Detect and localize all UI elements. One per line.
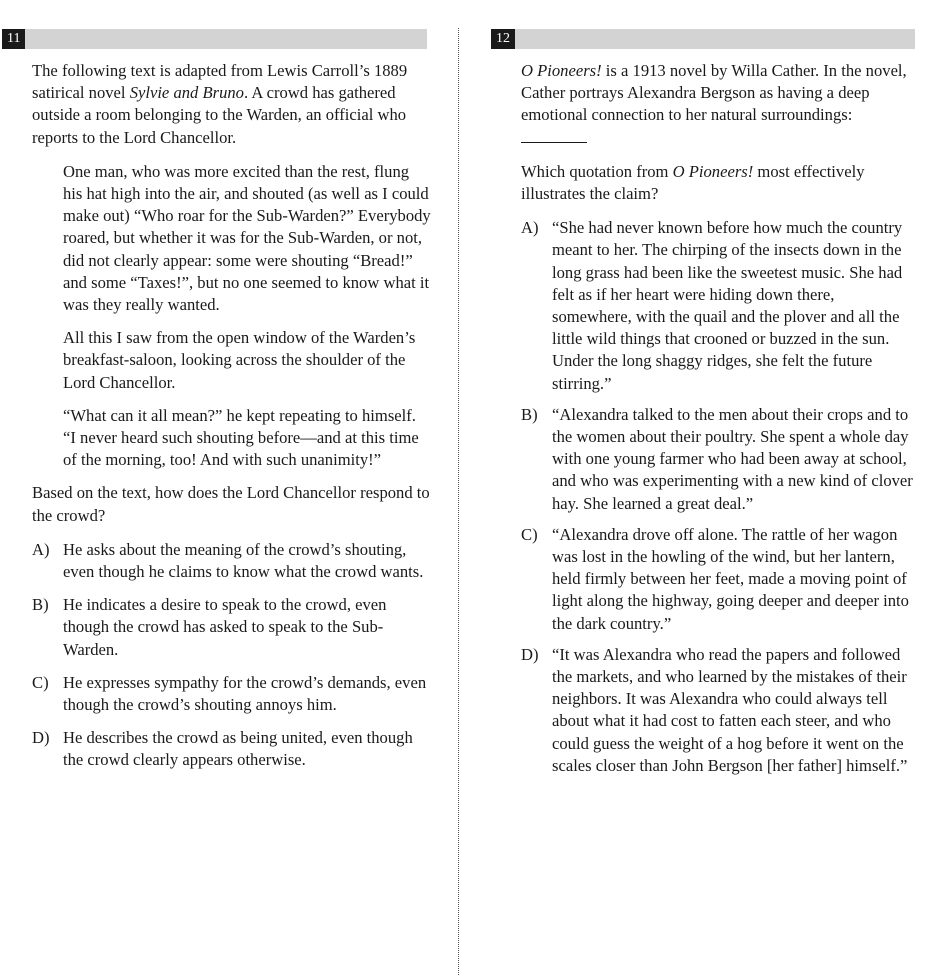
question-12-header-bar	[491, 29, 915, 49]
choice-letter: B)	[32, 595, 49, 615]
choice-text: “Alexandra drove off alone. The rattle of her wagon was lost in the howling of the wind, but her lantern, held firmly between her feet, made a moving point of light along the highway, going deeper and deeper into the dark country.”	[552, 524, 909, 633]
question-11	[32, 60, 432, 783]
choice-letter: C)	[521, 524, 538, 544]
choice-letter: B)	[521, 404, 538, 424]
q12-choice-b[interactable]	[521, 404, 917, 515]
question-number-11: 11	[2, 29, 25, 49]
q12-choice-c[interactable]	[521, 524, 917, 635]
choice-letter: D)	[32, 728, 50, 748]
question-11-header-bar	[2, 29, 427, 49]
choice-letter: A)	[32, 539, 50, 559]
choice-text: “It was Alexandra who read the papers and followed the markets, and who learned by the mistakes of their neighbors. It was Alexandra who could always tell about what it had cost to fatten each steer, and who could guess the weight of a hog before it went on the scales closer than John Bergson [her father] himself.”	[552, 644, 908, 775]
q12-intro-book-title: O Pioneers!	[521, 61, 602, 80]
choice-text: He describes the crowd as being united, even though the crowd clearly appears otherwise.	[63, 728, 413, 770]
q12-question-stem: Which quotation from O Pioneers! most effectively illustrates the claim?	[521, 161, 865, 204]
choice-text: He expresses sympathy for the crowd’s demands, even though the crowd’s shouting annoys him.	[63, 672, 427, 715]
choice-letter: C)	[32, 672, 49, 692]
q11-passage-paragraph-2: All this I saw from the open window of the Warden’s breakfast-saloon, looking across the shoulder of the Lord Chancellor.	[63, 328, 416, 392]
q11-choice-a[interactable]	[32, 539, 432, 583]
q12-choice-a[interactable]	[521, 217, 917, 395]
q11-intro: The following text is adapted from Lewis Carroll’s 1889 satirical novel Sylvie and Bruno. A crowd has gathered outside a room belonging to the Warden, an official who reports to the Lord Chancellor.	[32, 61, 408, 147]
q11-passage-paragraph-3: “What can it all mean?” he kept repeating to himself. “I never heard such shouting before—and at this time of the morning, too! And with such unanimity!”	[63, 405, 419, 470]
question-number-12: 12	[491, 29, 515, 49]
choice-text: “Alexandra talked to the men about their crops and to the women about their poultry. She spent a whole day with one young farmer who had been away at school, and who was experimenting with a new kind of clover hay. She learned a great deal.”	[552, 404, 913, 513]
q11-intro-book-title: Sylvie and Bruno	[129, 83, 244, 103]
answer-blank	[521, 128, 587, 143]
q11-passage-paragraph-1: One man, who was more excited than the rest, flung his hat high into the air, and shouted (as well as I could make out) “Who roar for the Sub-Warden?” Everybody roared, but whether it was for the Sub-Warden, or not, did not clearly appear: some were shouting “Bread!” and some “Taxes!”, but no one seemed to know what it was they really wanted.	[63, 161, 431, 315]
choice-text: He indicates a desire to speak to the crowd, even though the crowd has asked to speak to the Sub-Warden.	[63, 595, 387, 659]
q11-choice-d[interactable]	[32, 727, 432, 771]
q11-choice-c[interactable]	[32, 672, 432, 716]
choice-letter: D)	[521, 644, 539, 664]
q12-intro: O Pioneers! is a 1913 novel by Willa Cather. In the novel, Cather portrays Alexandra Bergson as having a deep emotional connection to her natural surroundings:	[521, 60, 917, 149]
q12-stem-book-title: O Pioneers!	[672, 161, 754, 181]
choice-text: He asks about the meaning of the crowd’s shouting, even though he claims to know what the crowd wants.	[63, 539, 424, 582]
question-12	[521, 60, 917, 786]
choice-text: “She had never known before how much the country meant to her. The chirping of the insects down in the long grass had been like the sweetest music. She had felt as if her heart were hiding down there, somewhere, with the quail and the plover and all the little wild things that crooned or buzzed in the sun. Under the long shaggy ridges, she felt the future stirring.”	[552, 218, 903, 393]
choice-letter: A)	[521, 218, 539, 238]
column-divider	[458, 28, 459, 975]
q11-choice-b[interactable]	[32, 594, 432, 661]
q12-choice-d[interactable]	[521, 644, 917, 777]
q11-question-stem: Based on the text, how does the Lord Chancellor respond to the crowd?	[32, 483, 430, 525]
